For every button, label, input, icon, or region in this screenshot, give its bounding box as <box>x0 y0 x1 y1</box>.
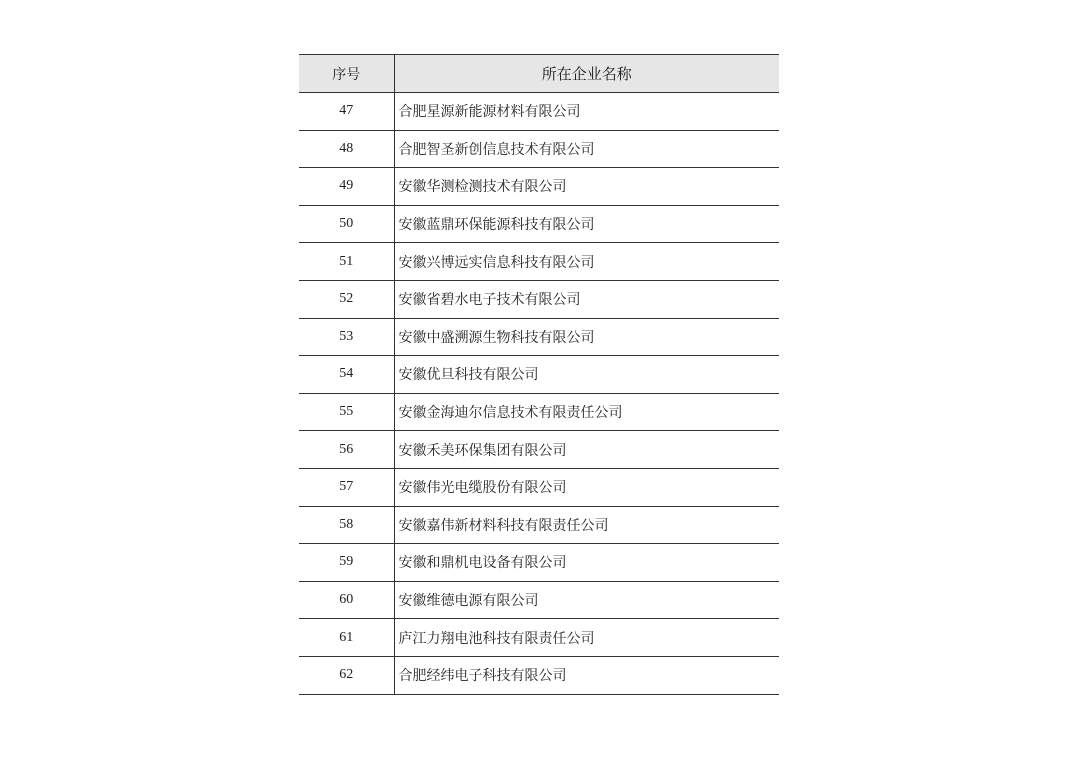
row-company-name: 合肥星源新能源材料有限公司 <box>394 93 779 131</box>
table-row <box>299 130 779 168</box>
row-number: 54 <box>299 356 394 394</box>
row-company-name: 安徽维德电源有限公司 <box>394 581 779 619</box>
table-row <box>299 619 779 657</box>
table-row <box>299 431 779 469</box>
row-number: 48 <box>299 130 394 168</box>
row-company-name: 合肥经纬电子科技有限公司 <box>394 656 779 694</box>
table-row <box>299 243 779 281</box>
row-company-name: 安徽兴博远实信息科技有限公司 <box>394 243 779 281</box>
table-row <box>299 93 779 131</box>
header-company-name: 所在企业名称 <box>394 55 779 93</box>
row-number: 49 <box>299 168 394 206</box>
table-row <box>299 393 779 431</box>
row-company-name: 安徽禾美环保集团有限公司 <box>394 431 779 469</box>
table-row <box>299 544 779 582</box>
row-company-name: 合肥智圣新创信息技术有限公司 <box>394 130 779 168</box>
company-list-table <box>299 54 779 695</box>
row-number: 61 <box>299 619 394 657</box>
row-number: 52 <box>299 280 394 318</box>
row-company-name: 庐江力翔电池科技有限责任公司 <box>394 619 779 657</box>
row-company-name: 安徽华测检测技术有限公司 <box>394 168 779 206</box>
row-company-name: 安徽省碧水电子技术有限公司 <box>394 280 779 318</box>
row-number: 55 <box>299 393 394 431</box>
row-number: 60 <box>299 581 394 619</box>
table-row <box>299 468 779 506</box>
row-company-name: 安徽金海迪尔信息技术有限责任公司 <box>394 393 779 431</box>
row-company-name: 安徽嘉伟新材料科技有限责任公司 <box>394 506 779 544</box>
row-company-name: 安徽伟光电缆股份有限公司 <box>394 468 779 506</box>
row-company-name: 安徽中盛溯源生物科技有限公司 <box>394 318 779 356</box>
header-number: 序号 <box>299 55 394 93</box>
table-row <box>299 318 779 356</box>
table-row <box>299 168 779 206</box>
row-company-name: 安徽和鼎机电设备有限公司 <box>394 544 779 582</box>
row-number: 59 <box>299 544 394 582</box>
row-number: 57 <box>299 468 394 506</box>
table-row <box>299 506 779 544</box>
row-number: 50 <box>299 205 394 243</box>
row-number: 47 <box>299 93 394 131</box>
row-company-name: 安徽优旦科技有限公司 <box>394 356 779 394</box>
row-number: 56 <box>299 431 394 469</box>
table-row <box>299 280 779 318</box>
table-header <box>299 55 779 93</box>
table-body <box>299 93 779 695</box>
row-number: 53 <box>299 318 394 356</box>
table-row <box>299 205 779 243</box>
row-number: 51 <box>299 243 394 281</box>
table-row <box>299 581 779 619</box>
table-row <box>299 356 779 394</box>
row-number: 58 <box>299 506 394 544</box>
header-row <box>299 55 779 93</box>
row-company-name: 安徽蓝鼎环保能源科技有限公司 <box>394 205 779 243</box>
table-row <box>299 656 779 694</box>
row-number: 62 <box>299 656 394 694</box>
